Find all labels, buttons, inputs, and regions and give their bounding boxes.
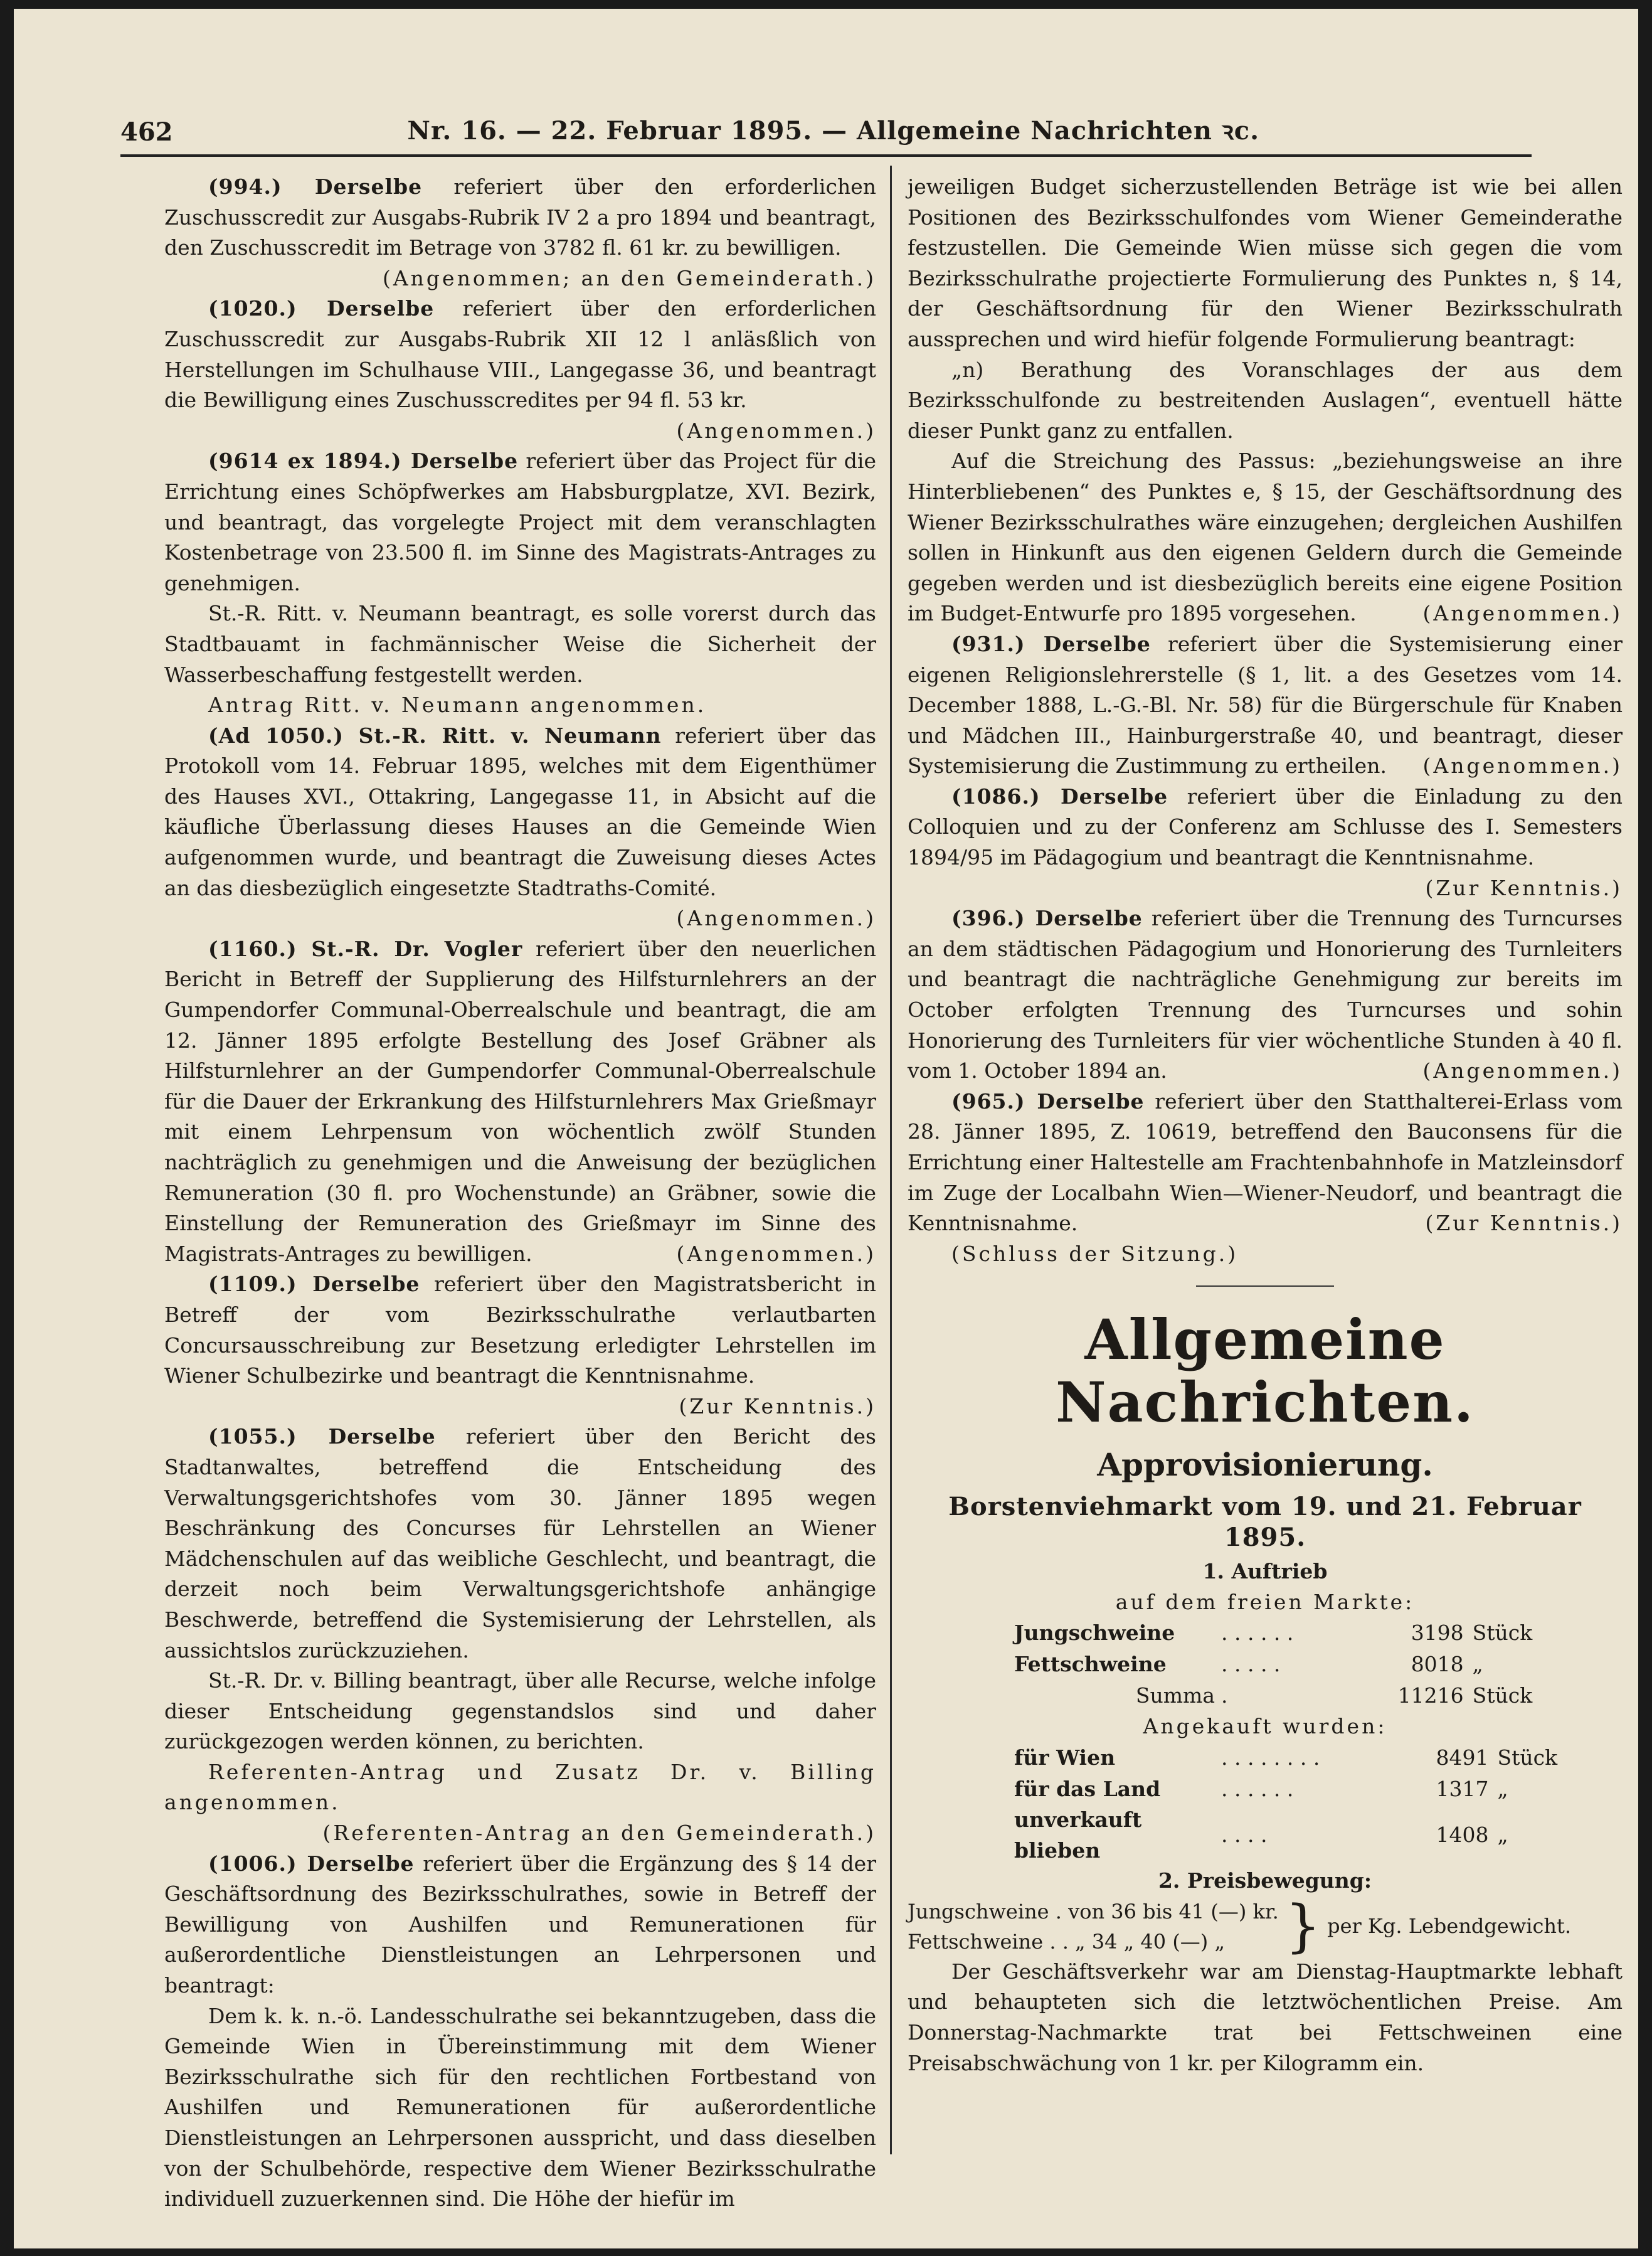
column-divider: [890, 166, 892, 2154]
entry-9614: (9614 ex 1894.) Derselbe referiert über das Project für die Errichtung eines Schöpfwerkes am Habsburgplatze, XVI. Bezirk, und beantragt, das vorgelegte Project mit dem veranschlagten Kostenbetrage von 23.500 fl. im Sinne des Magistrats-Antrages zu genehmigen.: [164, 449, 876, 595]
table-row: für das Land . . . . . . 1317 „: [1014, 1776, 1508, 1801]
left-column: [164, 172, 876, 2215]
newspaper-page: [14, 9, 1638, 2248]
entry-1055: (1055.) Derselbe referiert über den Bericht des Stadtanwaltes, betreffend die Entscheidung des Verwaltungsgerichtshofes vom 30. Jänner 1895 wegen Beschränkung des Concurses für Lehrstellen an Wiener Mädchenschulen auf das weibliche Geschlecht, und beantragt, die derzeit noch beim Verwaltungsgerichtshofe anhängige Beschwerde, betreffend die Systemisierung der Lehrstellen, als aussichtslos zurückzuziehen.: [164, 1424, 876, 1663]
resolution: (Referenten-Antrag an den Gemeinderath.): [322, 1821, 876, 1846]
entry-1109: (1109.) Derselbe referiert über den Magistratsbericht in Betreff der vom Bezirksschulrathe verlautbarten Concursausschreibung zur Besetzung erledigter Lehrstellen im Wiener Schulbezirke und beantragt die Kenntnisnahme. (Zur Kenntnis.): [164, 1272, 876, 1418]
motion-billing-accepted: Referenten-Antrag und Zusatz Dr. v. Billing angenommen.: [164, 1759, 876, 1815]
table-row: Jungschweine . . . . . . 3198 Stück: [1014, 1620, 1533, 1646]
heading-preisbewegung: 2. Preisbewegung:: [1158, 1868, 1372, 1893]
page-header: [120, 103, 1532, 147]
continuation-text: jeweiligen Budget sicherzustellenden Beträge ist wie bei allen Positionen des Bezirksschulfondes vom Wiener Gemeinderathe festzustellen. Die Gemeinde Wien müsse sich gegen die vom Bezirksschulrathe projectierte Formulierung des Punktes n, § 14, der Geschäftsordnung für den Wiener Bezirksschulrath aussprechen und wird hiefür folgende Formulierung beantragt:: [908, 174, 1623, 351]
price-fettschweine: Fettschweine . . „ 34 „ 40 (—) „: [908, 1929, 1226, 1954]
entry-ad-1050: (Ad 1050.) St.-R. Ritt. v. Neumann referiert über das Protokoll vom 14. Februar 1895, welches mit dem Eigenthümer des Hauses XVI., Ottakring, Langegasse 11, in Absicht auf die käufliche Überlassung dieses Hauses an die Gemeinde Wien aufgenommen wurde, und beantragt die Zuweisung dieses Actes an das diesbezüglich eingesetzte Stadtraths-Comité. (Angenommen.): [164, 723, 877, 931]
section-title: Allgemeine Nachrichten.: [1056, 1307, 1475, 1435]
price-jungschweine: Jungschweine . von 36 bis 41 (—) kr.: [908, 1899, 1279, 1923]
motion-billing: St.-R. Dr. v. Billing beantragt, über alle Recurse, welche infolge dieser Entscheidung gegenstandslos sind und daher zurückgezogen werden können, zu berichten.: [164, 1668, 876, 1754]
market-report: Der Geschäftsverkehr war am Dienstag-Hauptmarkte lebhaft und behaupteten sich die letztwöchentlichen Preise. Am Donnerstag-Nachmarkte trat bei Fettschweinen eine Preisabschwächung von 1 kr. per Kilogramm ein.: [908, 1959, 1623, 2075]
table-row-summa: Summa . 11216 Stück: [1135, 1683, 1533, 1708]
header-rule: [120, 154, 1532, 157]
brace-glyph: }: [1284, 1893, 1321, 1959]
motion-text: Dem k. k. n.-ö. Landesschulrathe sei bekanntzugeben, dass die Gemeinde Wien in Übereinstimmung mit dem Wiener Bezirksschulrathe sich für den rechtlichen Fortbestand von Aushilfen und Remunerationen für außerordentliche Dienstleistungen an Lehrpersonen ausspricht, und dass dieselben von der Schulbehörde, respective dem Wiener Bezirksschulrathe individuell zuzuerkennen sind. Die Höhe der hiefür im: [164, 2003, 876, 2211]
market-title: Borstenviehmarkt vom 19. und 21. Februar 1895.: [948, 1491, 1582, 1552]
entry-965: (965.) Derselbe referiert über den Statthalterei-Erlass vom 28. Jänner 1895, Z. 10619, betreffend den Bauconsens für die Errichtung einer Haltestelle am Frachtenbahnhofe in Matzleinsdorf im Zuge der Localbahn Wien—Wiener-Neudorf, und beantragt die Kenntnisnahme. (Zur Kenntnis.): [908, 1088, 1623, 1236]
passus-deletion: Auf die Streichung des Passus: „beziehungsweise an ihre Hinterbliebenen“ des Punktes e, § 15, der Geschäftsordnung des Wiener Bezirksschulrathes wäre einzugehen; dergleichen Aushilfen sollen in Hinkunft aus den eigenen Geldern durch die Gemeinde gegeben werden und ist diesbezüglich bereits eine eigene Position im Budget-Entwurfe pro 1895 vorgesehen. (Angenommen.): [908, 449, 1623, 626]
formulation-n: „n) Berathung des Voranschlages der aus dem Bezirksschulfonde zu bestreitenden Auslagen“, eventuell hätte dieser Punkt ganz zu entfallen.: [908, 357, 1623, 443]
resolution: (Angenommen; an den Gemeinderath.): [382, 265, 876, 290]
session-end: (Schluss der Sitzung.): [951, 1241, 1239, 1266]
subsection-title: Approvisionierung.: [1097, 1446, 1433, 1484]
sales-table: [908, 1742, 1623, 1866]
running-title: Nr. 16. — 22. Februar 1895. — Allgemeine Nachrichten ꝛc.: [407, 116, 1260, 146]
price-block: [908, 1893, 1623, 1959]
entry-1160: (1160.) St.-R. Dr. Vogler referiert über den neuerlichen Bericht in Betreff der Supplierung des Hilfsturnlehrers an der Gumpendorfer Communal-Oberrealschule und beantragt, die am 12. Jänner 1895 erfolgte Bestellung des Josef Gräbner als Hilfsturnlehrer an der Gumpendorfer Communal-Oberrealschule für die Dauer der Erkrankung des Hilfsturnlehrers Max Grießmayr mit einem Lehrpensum von wöchentlich zwölf Stunden nachträglich zu genehmigen und die Anweisung der bezüglichen Remuneration (30 fl. pro Wochenstunde) an Gräbner, sowie die Einstellung der Remuneration des Grießmayr im Sinne des Magistrats-Antrages zu bewilligen. (Angenommen.): [164, 936, 876, 1266]
section-separator: [1196, 1285, 1334, 1287]
entry-1006: (1006.) Derselbe referiert über die Ergänzung des § 14 der Geschäftsordnung des Bezirksschulrathes, sowie in Betreff der Bewilligung von Aushilfen und Remunerationen für außerordentliche Dienstleistungen an Lehrpersonen und beantragt:: [164, 1851, 876, 1998]
entry-1020: (1020.) Derselbe referiert über den erforderlichen Zuschusscredit zur Ausgabs-Rubrik XII 12 l anläsßlich von Herstellungen im Schulhause VIII., Langegasse 36, und beantragt die Bewilligung eines Zuschusscredites per 94 fl. 53 kr. (Angenommen.): [164, 296, 876, 443]
table-row: für Wien . . . . . . . . 8491 Stück: [1014, 1745, 1558, 1770]
entry-396: (396.) Derselbe referiert über die Trennung des Turncurses an dem städtischen Pädagogium und Honorierung des Turnleiters und beantragt die nachträgliche Genehmigung zur bereits im October erfolgten Trennung des Turncurses und sohin Honorierung des Turnleiters für vier wöchentliche Stunden à 40 fl. vom 1. October 1894 an. (Angenommen.): [908, 906, 1623, 1083]
table-row: Fettschweine . . . . . 8018 „: [1014, 1652, 1483, 1677]
price-unit: per Kg. Lebendgewicht.: [1327, 1914, 1572, 1939]
entry-1086: (1086.) Derselbe referiert über die Einladung zu den Colloquien und zu der Conferenz am Schlusse des I. Semesters 1894/95 im Pädagogium und beantragt die Kenntnisnahme. (Zur Kenntnis.): [908, 784, 1623, 900]
right-column: [908, 172, 1623, 2078]
bought-label: Angekauft wurden:: [1143, 1714, 1387, 1739]
entry-931: (931.) Derselbe referiert über die Systemisierung einer eigenen Religionslehrerstelle (§ 1, lit. a des Gesetzes vom 14. December 1888, L.-G.-Bl. Nr. 58) für die Bürgerschule für Knaben und Mädchen III., Hainburgerstraße 40, und beantragt, dieser Systemisierung die Zustimmung zu ertheilen. (Angenommen.): [908, 631, 1623, 779]
page-number: 462: [120, 117, 173, 147]
motion-accepted: Antrag Ritt. v. Neumann angenommen.: [208, 693, 707, 718]
table-row: unverkauft blieben . . . . 1408 „: [1014, 1807, 1508, 1863]
free-market-label: auf dem freien Markte:: [1115, 1589, 1415, 1614]
heading-auftrieb: 1. Auftrieb: [1202, 1559, 1328, 1584]
entry-994: (994.) Derselbe referiert über den erforderlichen Zuschusscredit zur Ausgabs-Rubrik IV 2 a pro 1894 und beantragt, den Zuschusscredit im Betrage von 3782 fl. 61 kr. zu bewilligen.: [164, 174, 876, 260]
motion-neumann: St.-R. Ritt. v. Neumann beantragt, es solle vorerst durch das Stadtbauamt in fachmännischer Weise die Sicherheit der Wasserbeschaffung festgestellt werden.: [164, 601, 876, 687]
supply-table: [908, 1617, 1623, 1711]
